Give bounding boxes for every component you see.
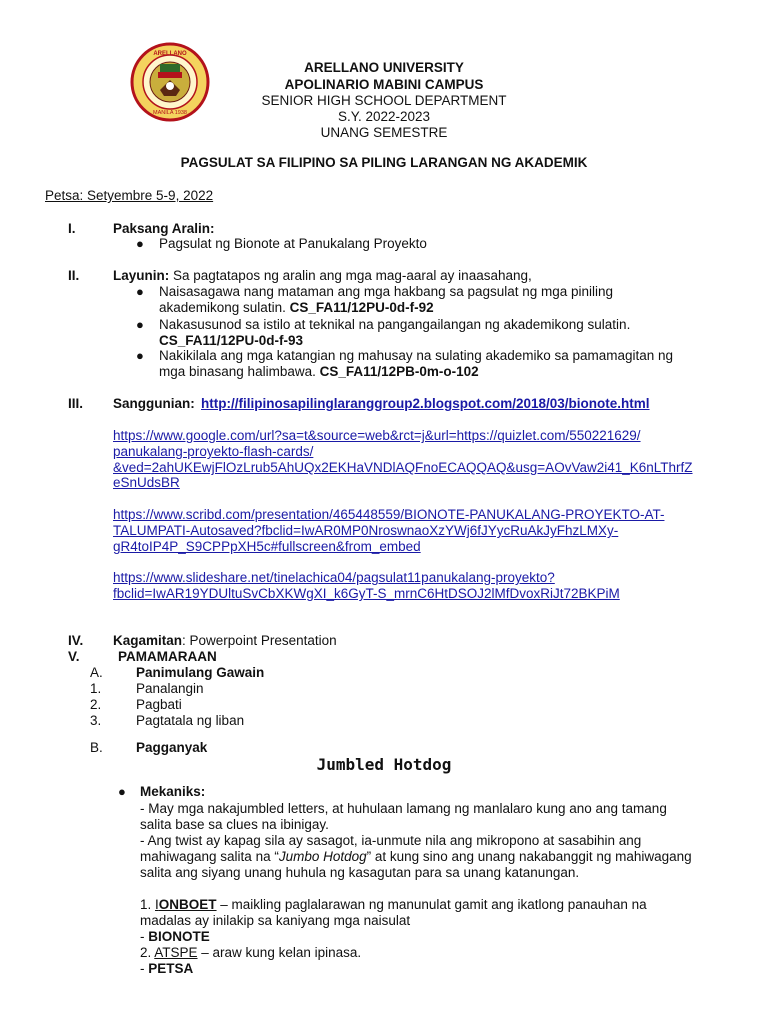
bullet-icon: ●: [136, 348, 144, 363]
section-label-paksang-aralin: Paksang Aralin:: [113, 221, 215, 236]
mechanics-line: - May mga nakajumbled letters, at huhulaan lamang ng manlalaro kung ano ang tamang: [140, 801, 667, 816]
mechanics-line: salita base sa clues na ibinigay.: [140, 817, 329, 832]
competency-code: CS_FA11/12PU-0d-f-93: [159, 333, 304, 348]
magic-word: Jumbo Hotdog: [278, 849, 367, 864]
section-kagamitan: [113, 633, 337, 648]
department-name: SENIOR HIGH SCHOOL DEPARTMENT: [261, 93, 507, 108]
bullet-icon: ●: [136, 284, 144, 299]
reference-link-scribd[interactable]: TALUMPATI-Autosaved?fbclid=IwAR0MP0NroswnaoXzYWj6fJYycRuAkJyFhzLMXy-: [113, 523, 619, 538]
mechanics-line: - Ang twist ay kapag sila ay sasagot, ia-unmute nila ang mikropono at sasabihin ang: [140, 833, 642, 848]
section-number-4: IV.: [68, 633, 84, 648]
step-number: 1.: [90, 681, 102, 696]
step-label: Pagtatala ng liban: [136, 713, 245, 728]
item-definition: – araw kung kelan ipinasa.: [197, 945, 362, 960]
section-number-1: I.: [68, 221, 76, 236]
objective-line: [159, 364, 479, 379]
jumble-item-2-answer: [140, 961, 193, 976]
reference-link-slideshare[interactable]: https://www.slideshare.net/tinelachica04/pagsulat11panukalang-proyekto?: [113, 570, 555, 585]
section-label-kagamitan: Kagamitan: [113, 633, 183, 648]
section-label-layunin: Layunin:: [113, 268, 170, 283]
objective-line: Nakikilala ang mga katangian ng mahusay na sulating akademiko sa pamamagitan ng: [159, 348, 674, 363]
objective-line: Naisasagawa nang mataman ang mga hakbang sa pagsulat ng mga piniling: [159, 284, 614, 299]
svg-text:MANILA 1938: MANILA 1938: [153, 110, 187, 116]
answer-dash: -: [140, 929, 149, 944]
jumble-item-1-definition: madalas ay inilakip sa kaniyang mga naisulat: [140, 913, 411, 928]
mechanics-line: [140, 849, 692, 864]
mechanics-text: ” at kung sino ang unang nakabanggit ng mahiwagang: [366, 849, 692, 864]
layunin-intro: Sa pagtatapos ng aralin ang mga mag-aaral ay inaasahang,: [169, 268, 532, 283]
section-layunin: [113, 268, 532, 283]
item-definition: – maikling paglalarawan ng manunulat gamit ang ikatlong panauhan na: [216, 897, 647, 912]
section-label-pamamaraan: PAMAMARAAN: [118, 649, 217, 664]
jumbled-word: ATSPE: [154, 945, 198, 960]
mechanics-label: Mekaniks:: [140, 784, 206, 799]
objective-line: [159, 300, 434, 315]
reference-link-google[interactable]: eSnUdsBR: [113, 475, 180, 490]
bullet-icon: ●: [136, 236, 144, 251]
item-number: 2.: [140, 945, 155, 960]
step-number: 3.: [90, 713, 102, 728]
answer-text: BIONOTE: [148, 929, 210, 944]
answer-dash: -: [140, 961, 149, 976]
reference-link-google[interactable]: panukalang-proyekto-flash-cards/: [113, 444, 314, 459]
step-number: 2.: [90, 697, 102, 712]
objective-text: akademikong sulatin.: [159, 300, 290, 315]
university-name: ARELLANO UNIVERSITY: [304, 60, 464, 75]
competency-code: CS_FA11/12PU-0d-f-92: [289, 300, 434, 315]
reference-link-scribd[interactable]: https://www.scribd.com/presentation/465448559/BIONOTE-PANUKALANG-PROYEKTO-AT-: [113, 507, 665, 522]
reference-link-google[interactable]: https://www.google.com/url?sa=t&source=web&rct=j&url=https://quizlet.com/550221629/: [113, 428, 641, 443]
section-number-3: III.: [68, 396, 84, 411]
objective-text: mga binasang halimbawa.: [159, 364, 320, 379]
subject-title: PAGSULAT SA FILIPINO SA PILING LARANGAN NG AKADEMIK: [180, 155, 588, 170]
mechanics-text: mahiwagang salita na “: [140, 849, 279, 864]
date-line: Petsa: Setyembre 5-9, 2022: [45, 188, 214, 203]
semester: UNANG SEMESTRE: [320, 125, 448, 140]
reference-link-scribd[interactable]: gR4toIP4P_S9CPPpXH5c#fullscreen&from_embed: [113, 539, 421, 554]
bullet-icon: ●: [118, 784, 126, 799]
section-number-2: II.: [68, 268, 80, 283]
subsection-letter-a: A.: [90, 665, 103, 680]
answer-text: PETSA: [148, 961, 194, 976]
subsection-label-pagganyak: Pagganyak: [136, 740, 208, 755]
jumbled-word-first: I: [155, 897, 159, 912]
svg-text:ARELLANO: ARELLANO: [153, 51, 187, 57]
jumble-item-1-answer: [140, 929, 210, 944]
subsection-label-panimulang-gawain: Panimulang Gawain: [136, 665, 265, 680]
section-label-sanggunian: Sanggunian:: [113, 396, 195, 411]
bullet-icon: ●: [136, 317, 144, 332]
step-label: Panalangin: [136, 681, 204, 696]
step-label: Pagbati: [136, 697, 182, 712]
reference-link-slideshare[interactable]: fbclid=IwAR19YDUltuSvCbXKWgXI_k6GyT-S_mrnC6HtDSOJ2lMfDvoxRiJt72BKPiM: [113, 586, 620, 601]
subsection-letter-b: B.: [90, 740, 103, 755]
mechanics-line: salita ang siyang unang huhula ng kasagutan para sa unang katanungan.: [140, 865, 580, 880]
school-year: S.Y. 2022-2023: [337, 109, 431, 124]
reference-link-blogspot[interactable]: http://filipinosapilinglaranggroup2.blogspot.com/2018/03/bionote.html: [201, 396, 650, 411]
list-item: Pagsulat ng Bionote at Panukalang Proyekto: [159, 236, 427, 251]
jumble-item-1: [140, 897, 647, 912]
objective-line: Nakasusunod sa istilo at teknikal na pangangailangan ng akademikong sulatin.: [159, 317, 631, 332]
activity-title: Jumbled Hotdog: [316, 755, 452, 774]
jumble-item-2: [140, 945, 361, 960]
reference-link-google[interactable]: &ved=2ahUKEwjFlOzLrub5AhUQx2EKHaVNDlAQFnoECAQQAQ&usg=AOvVaw2i41_K6nLThrfZ: [113, 460, 693, 475]
section-number-5: V.: [68, 649, 80, 664]
jumbled-word-rest: ONBOET: [158, 897, 217, 912]
kagamitan-value: : Powerpoint Presentation: [182, 633, 337, 648]
competency-code: CS_FA11/12PB-0m-o-102: [319, 364, 479, 379]
item-number: 1.: [140, 897, 156, 912]
campus-name: APOLINARIO MABINI CAMPUS: [284, 77, 484, 92]
